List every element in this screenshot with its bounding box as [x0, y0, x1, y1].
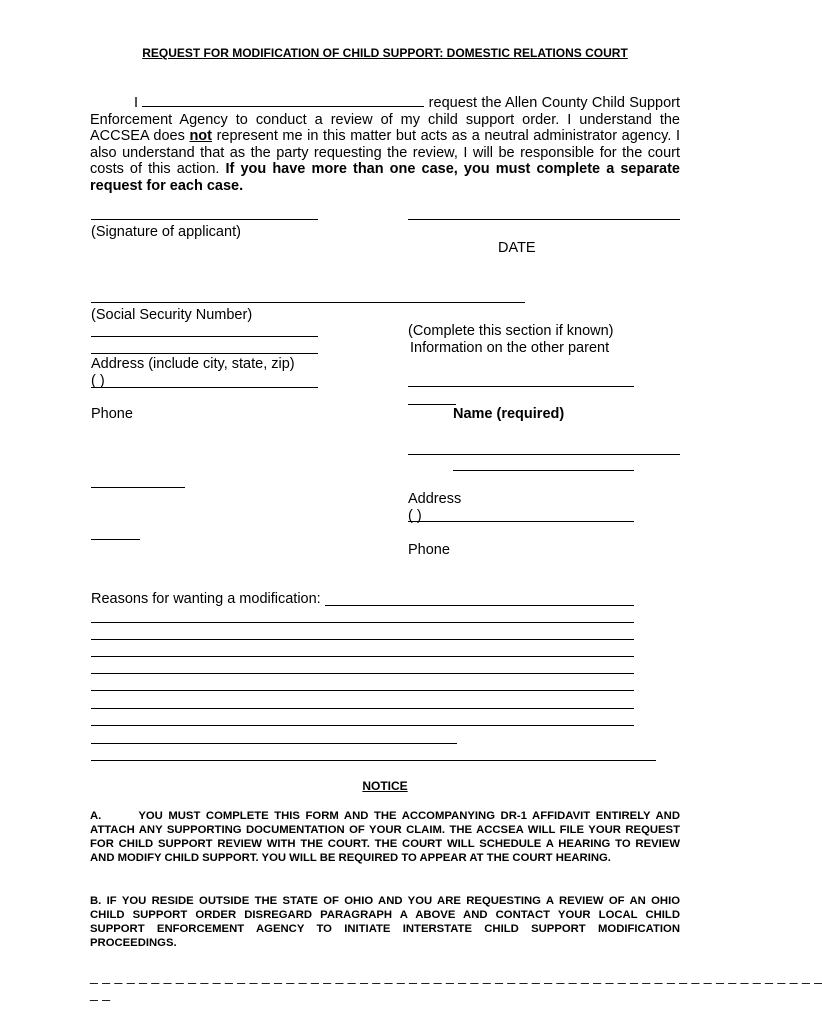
reasons-line-5[interactable] — [91, 690, 634, 691]
reasons-line-3[interactable] — [91, 656, 634, 657]
intro-paragraph — [90, 94, 680, 194]
reasons-label: Reasons for wanting a modification: — [91, 591, 321, 607]
cut-line-row-1: _ _ _ _ _ _ _ _ _ _ _ _ _ _ _ _ _ _ _ _ _ _ _ _ _ _ _ _ _ _ _ _ _ _ _ _ _ _ _ _ _ _ _ _ _ _ _ _ _ _ _ _ _ _ _ _ _ _ _ _ — [90, 968, 822, 984]
phone-label: Phone — [91, 406, 133, 422]
other-address-label: Address — [408, 491, 462, 507]
reasons-line-8[interactable] — [91, 743, 457, 744]
form-title: REQUEST FOR MODIFICATION OF CHILD SUPPORT: DOMESTIC RELATIONS COURT — [142, 46, 628, 60]
notice-a-marker: A. — [90, 810, 102, 822]
reasons-line-7[interactable] — [91, 725, 634, 726]
reasons-line-0[interactable] — [325, 605, 634, 606]
applicant-extra-line-1[interactable] — [91, 487, 185, 488]
address-label: Address (include city, state, zip) — [91, 356, 295, 372]
cut-line-row-2: _ _ — [90, 985, 111, 1001]
other-address-line-2[interactable] — [453, 470, 634, 471]
notice-paragraph-b: B. IF YOU RESIDE OUTSIDE THE STATE OF OHIO AND YOU ARE REQUESTING A REVIEW OF AN OHIO CHILD SUPPORT ORDER DISREGARD PARAGRAPH A ABOVE AND CONTACT YOUR LOCAL CHILD SUPPORT ENFORCEMENT AGENCY TO INITIATE INTERSTATE CHILD SUPPORT MODIFICATION PROCEEDINGS. — [90, 895, 680, 949]
other-name-label: Name (required) — [453, 406, 565, 422]
notice-title: NOTICE — [362, 779, 408, 793]
other-phone-label: Phone — [408, 542, 450, 558]
other-phone-paren: ( ) — [408, 508, 422, 524]
date-label: DATE — [498, 240, 536, 256]
applicant-name-field[interactable] — [142, 94, 424, 107]
notice-a-text: YOU MUST COMPLETE THIS FORM AND THE ACCOMPANYING DR-1 AFFIDAVIT ENTIRELY AND ATTACH ANY SUPPORTING DOCUMENTATION OF YOUR CLAIM. THE ACCSEA WILL FILE YOUR REQUEST FOR CHILD SUPPORT REVIEW WITH THE COURT. THE COURT WILL SCHEDULE A HEARING TO REVIEW AND MODIFY CHILD SUPPORT. YOU WILL BE REQUIRED TO APPEAR AT THE COURT HEARING. — [90, 810, 680, 864]
applicant-extra-line-2[interactable] — [91, 539, 140, 540]
ssn-label: (Social Security Number) — [91, 307, 253, 323]
intro-text-2: represent me in this matter but acts as a neutral administrator agency. I also understand that as the party requesting the review, I will be responsible for the court costs of this action. — [90, 128, 680, 177]
other-parent-heading: (Complete this section if known) — [408, 323, 614, 339]
date-line[interactable] — [408, 219, 680, 220]
intro-bold-text: If you have more than one case, you must complete a separate request for each case. — [90, 161, 680, 194]
other-phone-line[interactable] — [408, 521, 634, 522]
notice-paragraph-a — [90, 809, 680, 865]
signature-label: (Signature of applicant) — [91, 224, 241, 240]
reasons-line-1[interactable] — [91, 622, 634, 623]
reasons-line-6[interactable] — [91, 708, 634, 709]
signature-line[interactable] — [91, 219, 318, 220]
address-line-1[interactable] — [91, 336, 318, 337]
address-line-2[interactable] — [91, 353, 318, 354]
other-address-line-1[interactable] — [408, 454, 680, 455]
intro-lead: I — [134, 95, 139, 111]
reasons-line-2[interactable] — [91, 639, 634, 640]
reasons-line-9[interactable] — [91, 760, 656, 761]
other-name-line-short[interactable] — [408, 404, 456, 405]
intro-text-1: request the Allen County Child Support Enforcement Agency to conduct a review of my child support order. I understand the ACCSEA does — [90, 95, 681, 144]
intro-not-word: not — [189, 128, 212, 144]
other-name-line[interactable] — [408, 386, 634, 387]
phone-line[interactable] — [91, 387, 318, 388]
other-parent-subheading: Information on the other parent — [410, 340, 610, 356]
reasons-line-4[interactable] — [91, 673, 634, 674]
phone-paren: ( ) — [91, 373, 105, 389]
ssn-line[interactable] — [91, 302, 525, 303]
